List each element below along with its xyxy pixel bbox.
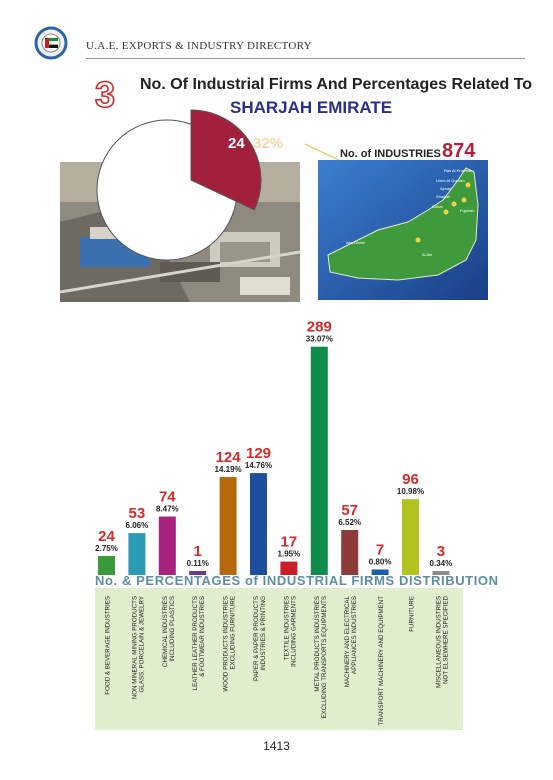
value-label-12: 3 — [436, 543, 446, 560]
percent-label-2: 6.06% — [125, 521, 149, 531]
page-number: 1413 — [263, 739, 290, 753]
bar-3 — [159, 517, 176, 575]
map-marker — [466, 183, 471, 188]
value-label-3: 74 — [158, 488, 176, 506]
category-label-12: MISCELLANEOUS INDUSTRIESNOT ELSEWHERE SPECIFIED — [435, 596, 450, 688]
sharjah-share-pie — [95, 100, 345, 300]
map-marker — [444, 210, 449, 215]
category-label-8: METAL PRODUCTS INDUSTRIESEXCLUDING TRANSPORTS EQUIPMENTS — [313, 596, 328, 719]
map-label: Umm Al Quwain — [436, 178, 465, 183]
value-label-9: 57 — [341, 501, 359, 519]
bar-chart-svg — [0, 300, 553, 730]
category-label-10: TRANSPORT MACHINERY AND EQUIPMENT — [378, 596, 386, 726]
percent-label-11: 10.98% — [396, 487, 425, 497]
value-label-5: 124 — [215, 449, 241, 467]
bar-5 — [220, 477, 237, 575]
directory-logo-icon — [34, 26, 68, 60]
chart-title: No. Of Industrial Firms And Percentages Related To — [140, 76, 533, 93]
bar-9 — [341, 530, 358, 575]
pie-percent-label: 32% — [253, 135, 284, 152]
value-label-2: 53 — [128, 505, 146, 523]
map-label: Fujairah — [460, 208, 475, 213]
map-label: Al Ain — [422, 252, 433, 257]
percent-label-8: 33.07% — [305, 334, 333, 344]
percent-label-7: 1.95% — [277, 549, 301, 559]
category-label-7: TEXTILE INDUSTRIESINCLUDING GARMENTS — [283, 596, 298, 667]
percent-label-12: 0.34% — [429, 559, 453, 568]
map-label: Ajman — [440, 186, 452, 191]
percent-label-5: 14.19% — [214, 465, 242, 475]
percent-label-3: 8.47% — [155, 504, 179, 514]
category-label-6: PAPER & PAPER PRODUCTSINDUSTRIES & PRINTING — [253, 596, 267, 682]
category-label-1: FOOD & BEVERAGE INDUSTRIES — [104, 596, 112, 695]
bar-8 — [311, 347, 328, 575]
industries-count-value: 874 — [442, 140, 476, 162]
bar-2 — [128, 533, 145, 575]
value-label-6: 129 — [245, 445, 272, 463]
value-label-11: 96 — [402, 471, 419, 489]
header-divider — [86, 58, 525, 59]
industries-count-label: No. of INDUSTRIES — [340, 148, 441, 160]
industrial-distribution-chart — [0, 300, 553, 730]
category-label-5: WOOD PRODUCTS INDUSTRIESEXCLUDING FURNITURE — [222, 596, 237, 692]
map-marker — [452, 202, 457, 207]
category-label-3: CHEMICAL INDUSTRIESINCLUDING PLASTICS — [161, 596, 176, 667]
distribution-axis-label: No. & PERCENTAGES of INDUSTRIAL FIRMS DISTRIBUTION — [95, 573, 499, 588]
percent-label-9: 6.52% — [338, 517, 362, 527]
map-label: Abu Dhabi — [346, 240, 365, 245]
map-label: Dubai — [432, 204, 443, 209]
value-label-8: 289 — [306, 318, 332, 336]
category-label-11: FURNITURE — [408, 596, 416, 632]
chart-subtitle: SHARJAH EMIRATE — [230, 98, 393, 117]
value-label-10: 7 — [375, 541, 385, 559]
page-header — [30, 22, 525, 62]
map-marker — [416, 238, 421, 243]
percent-label-10: 0.80% — [368, 557, 392, 567]
percent-label-1: 2.75% — [95, 544, 118, 554]
section-number: 3 — [95, 76, 116, 112]
bar-6 — [250, 473, 267, 575]
value-label-7: 17 — [280, 533, 298, 551]
category-label-2: NON MINERAL MINING PRODUCTSGLASS, PORCELAIN & JEWELRY — [131, 596, 146, 700]
percent-label-4: 0.11% — [186, 559, 209, 568]
map-label: Ras Al Khaimah — [444, 168, 473, 173]
uae-map — [318, 160, 488, 300]
pie-value-label: 24 — [228, 135, 245, 152]
map-label: Sharjah — [436, 194, 450, 199]
value-label-1: 24 — [98, 528, 115, 546]
bar-11 — [402, 499, 419, 575]
map-marker — [462, 198, 467, 203]
header-title: U.A.E. EXPORTS & INDUSTRY DIRECTORY — [86, 40, 312, 52]
category-label-4: LEATHER LEATHER PRODUCTS& FOOTWEAR INDUSTRIES — [192, 596, 207, 691]
value-label-4: 1 — [193, 543, 202, 560]
percent-label-6: 14.76% — [244, 461, 273, 471]
category-label-9: MACHINERY AND ELECTRICALAPPLIANCES INDUSTRIES — [344, 596, 359, 688]
